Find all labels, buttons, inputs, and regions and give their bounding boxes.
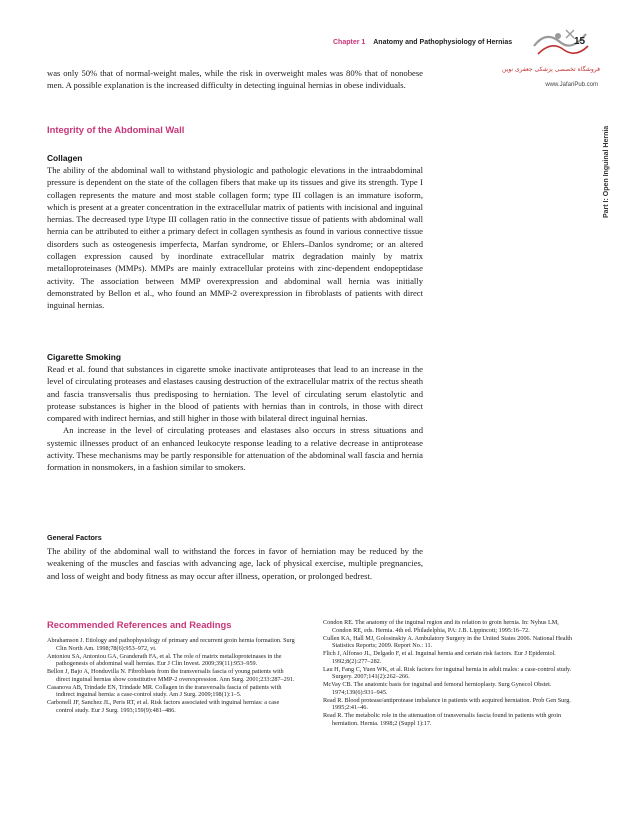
section-title: Integrity of the Abdominal Wall bbox=[47, 124, 185, 135]
reference-item: Cullen KA, Hall MJ, Golosinskiy A. Ambulatory Surgery in the United States 2006. National Health Statistics Reports; 2009. Report No.: 11. bbox=[323, 634, 573, 650]
site-url: www.JafariPub.com bbox=[545, 82, 598, 88]
reference-item: Read R. The metabolic role in the attenuation of transversalis fascia found in patients with groin herniation. Hernia. 1998;2 (Suppl 1):17. bbox=[323, 712, 562, 727]
reference-item: Lau H, Fang C, Yuen WK, et al. Risk factors for inguinal hernia in adult males: a case-control study. Surgery. 2007;141(2):262–266. bbox=[323, 665, 572, 681]
references-right-column bbox=[323, 619, 573, 728]
intro-paragraph bbox=[47, 67, 423, 92]
reference-item: McVay CB. The anatomic basis for inguinal and femoral hernioplasty. Surg Gynecol Obstet. 1974;139(6):931–945. bbox=[323, 681, 552, 696]
reference-item: Abrahamson J. Etiology and pathophysiology of primary and recurrent groin hernia formation. Surg Clin North Am. 1998;78(6):953–972, vi. bbox=[47, 637, 295, 652]
chapter-label: Chapter 1 bbox=[333, 39, 366, 46]
general-text: The ability of the abdominal wall to withstand the forces in favor of herniation may be reduced by the weakening of the muscles and fascias with advancing age, lack of physical exercise, multiple pregnancies, and loss of weight and body fitness as may occur after illness, operation, or prolonged bedrest. bbox=[47, 546, 423, 581]
general-heading: General Factors bbox=[47, 533, 102, 542]
chapter-title: Anatomy and Pathophysiology of Hernias bbox=[373, 39, 513, 46]
side-tab-label: Part I: Open Inguinal Hernia bbox=[603, 125, 610, 218]
side-tab bbox=[603, 98, 615, 218]
references-title: Recommended References and Readings bbox=[47, 619, 232, 630]
reference-item: Antoniou SA, Antoniou GA, Granderath FA, et al. The role of matrix metalloproteinases in the pathogenesis of abdominal wall hernias. Eur J Clin Invest. 2009;39(11):953–959. bbox=[47, 652, 282, 668]
reference-item: Carbonell JF, Sanchez JL, Peris RT, et al. Risk factors associated with inguinal hernias: a case control study. Eur J Surg. 1993;159(9):481–486. bbox=[47, 699, 280, 714]
smoking-text-1: Read et al. found that substances in cigarette smoke inactivate antiproteases that lead to an increase in the level of circulating proteases and elastases causing destruction of the extracellular matrix of the rectus sheath and fascia transversalis thus predisposing to herniation. The level of circulating serum elastolytic and protease substances is higher in the blood of patients with hernias than in controls, in those with direct compared with indirect hernias, and still higher in those with bilateral direct inguinal hernias. bbox=[47, 364, 423, 424]
collagen-text: The ability of the abdominal wall to withstand physiologic and pathologic elevations in the intraabdominal pressure is dependent on the state of the collagen fibers that make up its tissues and give its strength. Type I collagen represents the mature and most stable collagen form; type III collagen is an immature isoform, which is present at a greater concentration in the extracellular matrix of patients with incisional and inguinal hernias. The decreased type I/type III collagen ratio in the connective tissue of patients with abdominal wall hernia can be attributed to either a primary defect in collagen synthesis as found in various connective tissue disorders such as osteogenesis imperfecta, Marfan syndrome, or Ehlers–Danlos syndrome; or an altered collagen expression caused by inordinate extracellular matrix degradation mainly by matrix metalloproteinases (MMPs). MMPs are mainly extracellular proteins with zinc-dependent endopeptidase activity. The association between MMP overexpression and abdominal wall hernia was initially demonstrated by Bellon et al., who found an MMP-2 overexpression in fibroblasts of patients with direct inguinal hernias. bbox=[47, 165, 423, 311]
general-paragraph bbox=[47, 545, 423, 582]
reference-item: Bellon J, Bajo A, Honduvilla N. Fibroblasts from the transversalis fascia of young patients with direct inguinal hernias show constitutive MMP-2 overexpression. Ann Surg. 2001;233:287–291. bbox=[47, 668, 295, 683]
reference-item: Casanova AB, Trindade EN, Trindade MR. Collagen in the transversalis fascia of patients with indirect inguinal hernia: a case-control study. Am J Surg. 2009;198(1):1–5. bbox=[47, 683, 282, 699]
reference-item: Read R. Blood protease/antiprotease imbalance in patients with acquired herniation. Prob Gen Surg. 1995;2:41–46. bbox=[323, 696, 571, 712]
intro-text: was only 50% that of normal-weight males, while the risk in overweight males was 80% that of nonobese men. A possible explanation is the increased difficulty in detecting inguinal hernias in obese individuals. bbox=[47, 68, 423, 91]
smoking-text-2: An increase in the level of circulating proteases and elastases also occurs in stress situations and systemic illnesses product of an enhanced leukocyte response leading to a relative decrease in antiprotease activity. These mechanisms may be partly responsible for attenuation of the abdominal wall fascia and hernia formation in nonsmokers, in a fashion similar to smokers. bbox=[47, 425, 423, 473]
references-left-column bbox=[47, 637, 297, 715]
collagen-paragraph bbox=[47, 164, 423, 312]
reference-item: Flich J, Alfonso JL, Delgado F, et al. Inguinal hernia and certain risk factors. Eur J Epidemiol. 1992;8(2):277–282. bbox=[323, 650, 556, 665]
page-number: 15 bbox=[574, 36, 586, 47]
smoking-heading: Cigarette Smoking bbox=[47, 352, 121, 362]
smoking-paragraphs bbox=[47, 363, 423, 474]
reference-item: Condon RE. The anatomy of the inguinal region and its relation to groin hernia. In: Nyhus LM, Condon RE, eds. Hernia. 4th ed. Philadelphia, PA: J.B. Lippincott; 1995:16–72. bbox=[323, 619, 559, 634]
collagen-heading: Collagen bbox=[47, 153, 83, 163]
publisher-caption: فروشگاه تخصصی پزشکی جعفری نوین bbox=[502, 66, 600, 73]
